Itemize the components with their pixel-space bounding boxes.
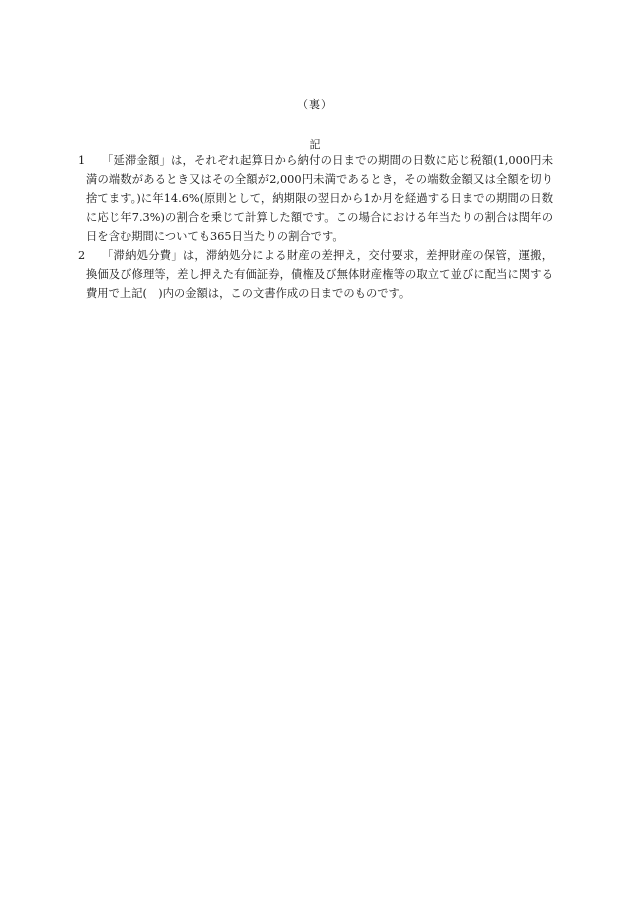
item-number: 1 <box>78 154 86 167</box>
list-item <box>78 246 553 303</box>
item-text: 「滞納処分費」は，滞納処分による財産の差押え，交付要求，差押財産の保管，運搬，換価及び修理等，差し押えた有価証券，債権及び無体財産権等の取立て並びに配当に関する費用で上記( )内の金額は，この文書作成の日までのものです。 <box>86 249 553 300</box>
page-title: （裏） <box>297 98 333 111</box>
notes-list <box>78 151 553 303</box>
list-item <box>78 151 553 246</box>
item-number: 2 <box>78 249 86 262</box>
item-text: 「延滞金額」は，それぞれ起算日から納付の日までの期間の日数に応じ税額(1,000円未満の端数があるとき又はその全額が2,000円未満であるとき，その端数金額又は全額を切り捨てます。)に年14.6%(原則として，納期限の翌日から1か月を経過する日までの期間の日数に応じ年7.3%)の割合を乗じて計算した額です。この場合における年当たりの割合は閏年の日を含む期間についても365日当たりの割合です。 <box>86 154 553 243</box>
section-heading: 記 <box>309 138 321 151</box>
